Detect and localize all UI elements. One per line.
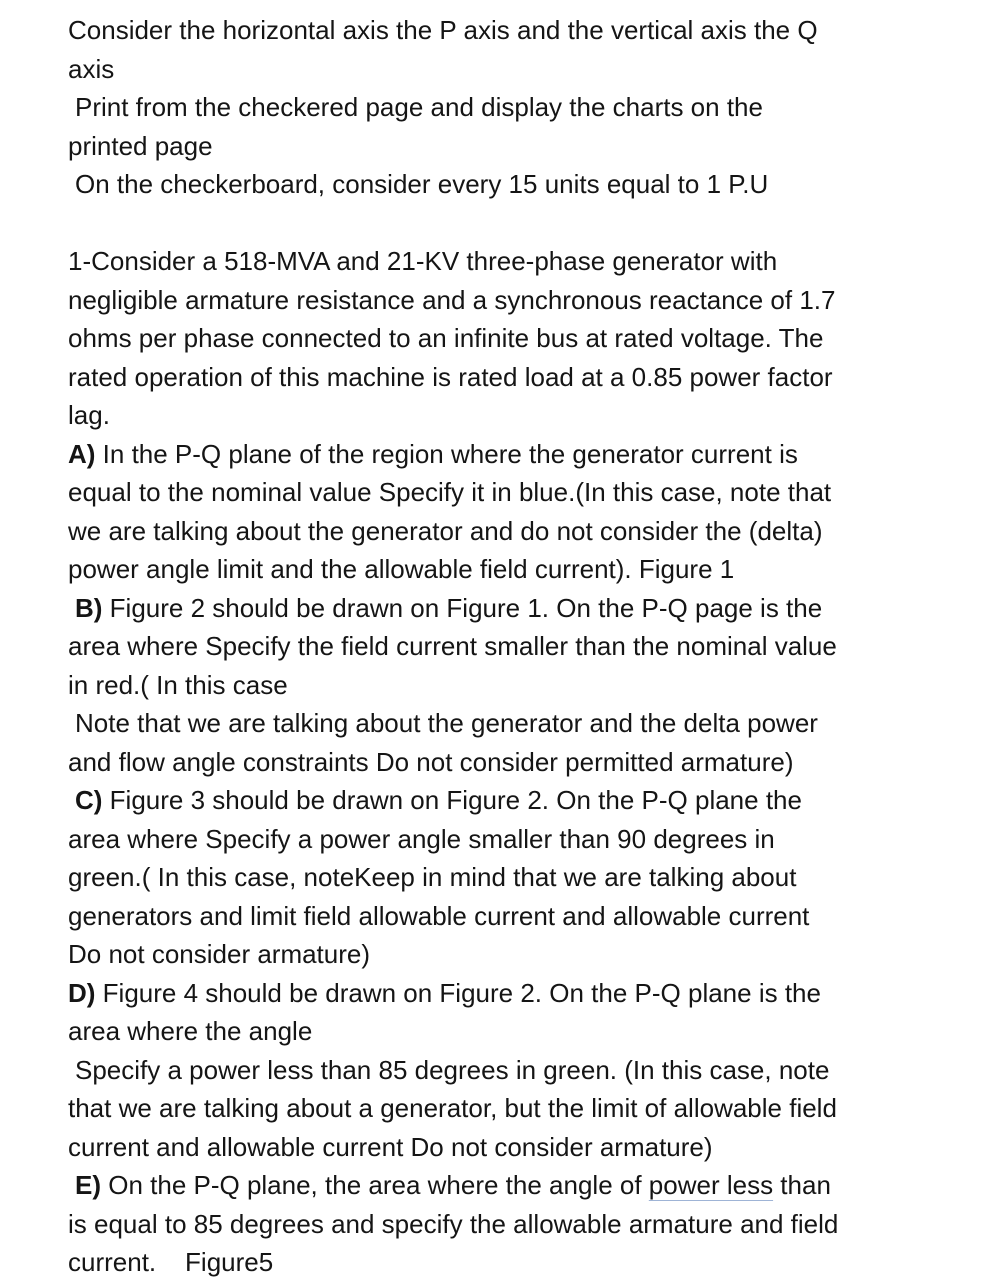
part-c-line-2: area where Specify a power angle smaller than 90 degrees in <box>68 824 775 854</box>
part-e-line-2: is equal to 85 degrees and specify the allowable armature and field <box>68 1209 839 1239</box>
part-d-line-1 <box>68 974 821 1012</box>
part-e-line-1 <box>75 1166 831 1204</box>
part-d-line-5: current and allowable current Do not consider armature) <box>68 1132 713 1162</box>
part-e-text-end: than <box>773 1170 831 1200</box>
part-c-text: Figure 3 should be drawn on Figure 2. On the P-Q plane the <box>102 785 802 815</box>
part-d-line-3: Specify a power less than 85 degrees in green. (In this case, note <box>75 1055 830 1085</box>
problem-line-2: negligible armature resistance and a synchronous reactance of 1.7 <box>68 285 836 315</box>
intro-line-5: On the checkerboard, consider every 15 units equal to 1 P.U <box>75 169 769 199</box>
problem-line-5: lag. <box>68 400 110 430</box>
part-b-label: B) <box>75 593 103 623</box>
part-d-label: D) <box>68 978 96 1008</box>
part-c-line-4: generators and limit field allowable current and allowable current <box>68 901 810 931</box>
part-e-underlined-text: power less <box>648 1170 774 1200</box>
part-a-line-4: power angle limit and the allowable field current). Figure 1 <box>68 554 735 584</box>
part-a-line-3: we are talking about the generator and do not consider the (delta) <box>68 516 823 546</box>
part-d-line-4: that we are talking about a generator, but the limit of allowable field <box>68 1093 837 1123</box>
part-a-text: In the P-Q plane of the region where the generator current is <box>95 439 798 469</box>
part-c-line-3: green.( In this case, noteKeep in mind that we are talking about <box>68 862 797 892</box>
part-d-line-2: area where the angle <box>68 1016 313 1046</box>
part-b-line-4: Note that we are talking about the generator and the delta power <box>75 708 818 738</box>
intro-line-2: axis <box>68 54 115 84</box>
part-e-line-3: current. Figure5 <box>68 1247 274 1277</box>
problem-line-4: rated operation of this machine is rated load at a 0.85 power factor <box>68 362 833 392</box>
intro-line-1: Consider the horizontal axis the P axis and the vertical axis the Q <box>68 15 818 45</box>
part-a-line-1 <box>68 435 798 473</box>
part-d-text: Figure 4 should be drawn on Figure 2. On the P-Q plane is the <box>95 978 821 1008</box>
part-b-line-1 <box>75 589 822 627</box>
problem-line-3: ohms per phase connected to an infinite bus at rated voltage. The <box>68 323 824 353</box>
part-c-label: C) <box>75 785 103 815</box>
part-b-line-5: and flow angle constraints Do not consider permitted armature) <box>68 747 794 777</box>
part-b-text: Figure 2 should be drawn on Figure 1. On the P-Q page is the <box>102 593 823 623</box>
part-b-line-3: in red.( In this case <box>68 670 288 700</box>
part-e-label: E) <box>75 1170 101 1200</box>
part-e-text: On the P-Q plane, the area where the angle of <box>101 1170 649 1200</box>
intro-line-4: printed page <box>68 131 213 161</box>
part-c-line-5: Do not consider armature) <box>68 939 371 969</box>
part-b-line-2: area where Specify the field current smaller than the nominal value <box>68 631 837 661</box>
part-a-line-2: equal to the nominal value Specify it in blue.(In this case, note that <box>68 477 832 507</box>
problem-line-1: 1-Consider a 518-MVA and 21-KV three-phase generator with <box>68 246 778 276</box>
part-c-line-1 <box>75 781 802 819</box>
intro-line-3: Print from the checkered page and display the charts on the <box>75 92 763 122</box>
part-a-label: A) <box>68 439 96 469</box>
